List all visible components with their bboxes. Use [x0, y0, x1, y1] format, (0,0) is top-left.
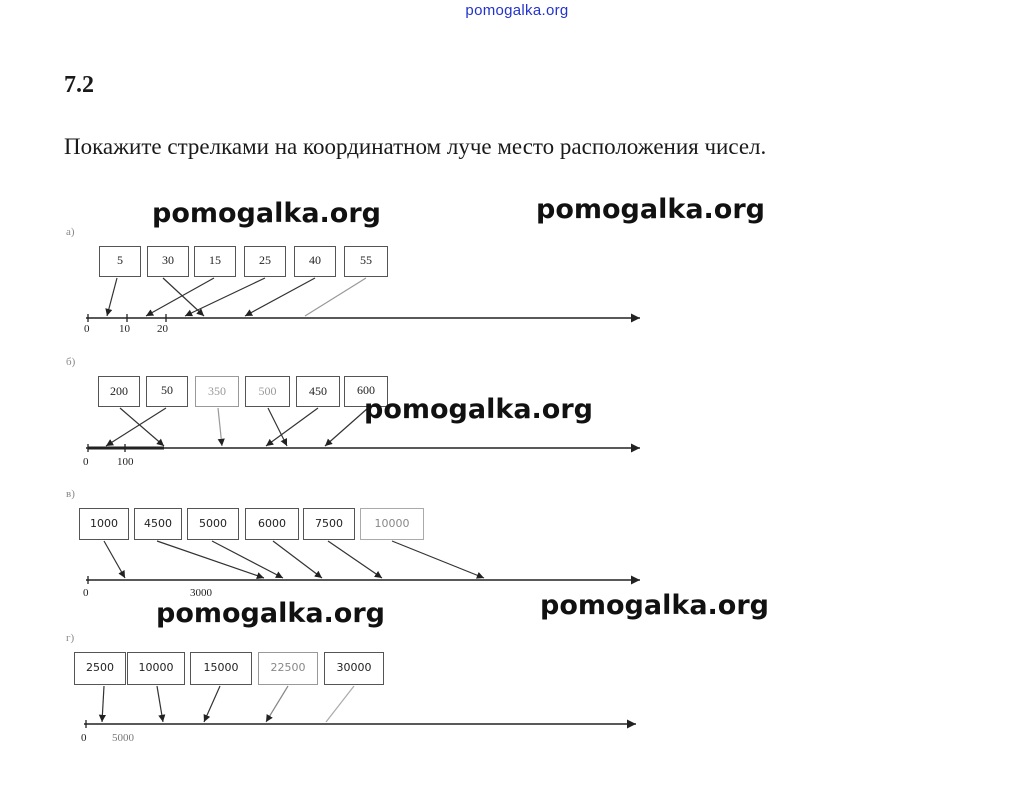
number-box: 350: [195, 376, 239, 407]
tick-label: 100: [117, 456, 134, 468]
number-box: 1000: [79, 508, 129, 540]
number-box: 5000: [187, 508, 239, 540]
tick-label: 0: [84, 323, 90, 335]
task-number: 7.2: [64, 72, 94, 98]
exercise-label-d: г): [66, 632, 75, 644]
exercise-label-a: а): [66, 226, 75, 238]
tick-label: 0: [81, 732, 87, 744]
tick-label: 20: [157, 323, 168, 335]
number-box: 10000: [360, 508, 424, 540]
number-box: 22500: [258, 652, 318, 685]
number-box: 25: [244, 246, 286, 277]
watermark-text: pomogalka.org: [156, 598, 385, 629]
watermark-text: pomogalka.org: [540, 590, 769, 621]
number-box: 40: [294, 246, 336, 277]
number-box: 55: [344, 246, 388, 277]
task-text: Покажите стрелками на координатном луче место расположения чисел.: [64, 134, 767, 159]
number-box: 200: [98, 376, 140, 407]
watermark-text: pomogalka.org: [536, 194, 765, 225]
number-box: 10000: [127, 652, 185, 685]
tick-label: 3000: [190, 587, 212, 599]
tick-label: 0: [83, 587, 89, 599]
number-box: 6000: [245, 508, 299, 540]
number-box: 4500: [134, 508, 182, 540]
number-box: 30000: [324, 652, 384, 685]
number-box: 600: [344, 376, 388, 407]
number-box: 2500: [74, 652, 126, 685]
site-header-link[interactable]: pomogalka.org: [465, 2, 569, 19]
watermark-text: pomogalka.org: [364, 394, 593, 425]
exercise-label-b: б): [66, 356, 76, 368]
tick-label: 0: [83, 456, 89, 468]
number-box: 500: [245, 376, 290, 407]
number-box: 5: [99, 246, 141, 277]
number-box: 450: [296, 376, 340, 407]
number-box: 50: [146, 376, 188, 407]
exercise-label-c: в): [66, 488, 75, 500]
tick-label: 5000: [112, 732, 134, 744]
watermark-text: pomogalka.org: [152, 198, 381, 229]
number-box: 30: [147, 246, 189, 277]
number-box: 15: [194, 246, 236, 277]
number-box: 7500: [303, 508, 355, 540]
tick-label: 10: [119, 323, 130, 335]
number-box: 15000: [190, 652, 252, 685]
